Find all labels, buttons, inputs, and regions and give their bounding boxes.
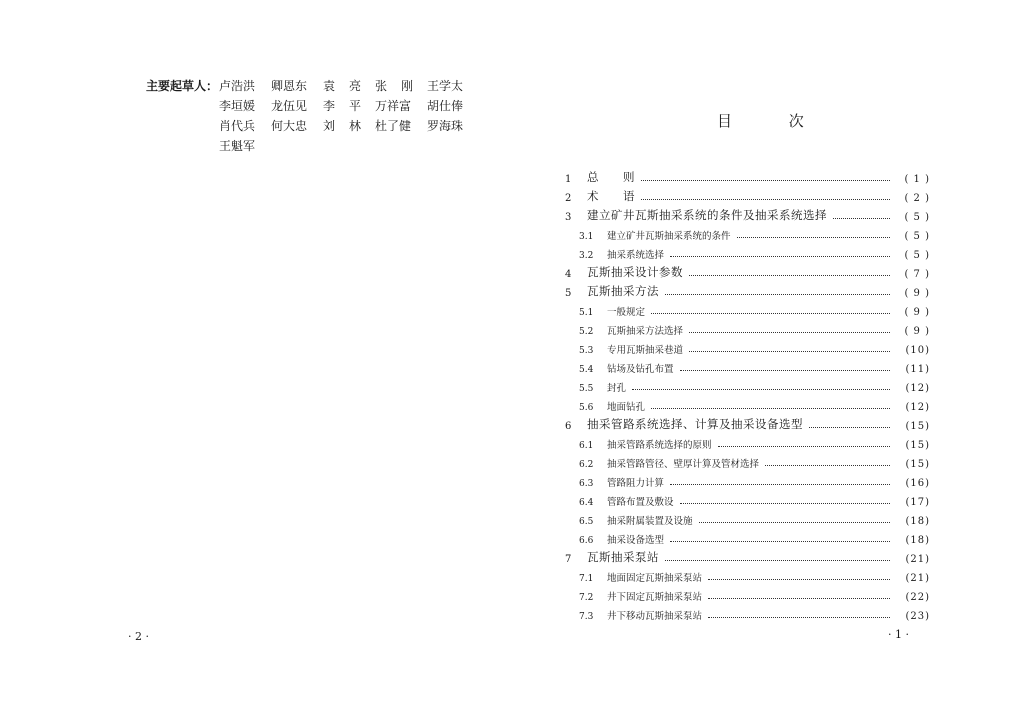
toc-entry-number: 6.4	[579, 498, 594, 508]
toc-entry[interactable]	[565, 413, 930, 432]
toc-leader-dots	[689, 331, 890, 333]
toc-entry-title: 总 则	[587, 170, 635, 184]
toc-leader-dots	[708, 578, 890, 580]
toc-leader-dots	[689, 350, 890, 352]
toc-entry-number: 2	[565, 193, 572, 204]
toc-leader-dots	[641, 198, 890, 200]
toc-leader-dots	[632, 388, 890, 390]
toc-entry[interactable]	[565, 451, 930, 470]
toc-entry-page: (15)	[905, 459, 930, 470]
toc-entry[interactable]	[565, 261, 930, 280]
toc-entry-title: 井下移动瓦斯抽采泵站	[607, 611, 703, 622]
toc-entry-page: ( 5 )	[904, 250, 930, 261]
toc-entry-title: 术 语	[587, 189, 635, 203]
toc-entry[interactable]	[565, 527, 930, 546]
toc-leader-dots	[699, 521, 890, 523]
toc-entry-page: (15)	[905, 421, 930, 432]
drafter-name: 亮	[349, 79, 362, 93]
toc-entry[interactable]	[565, 470, 930, 489]
toc-entry[interactable]	[565, 584, 930, 603]
drafter-name: 王魁军	[219, 139, 256, 153]
drafter-name: 张	[375, 79, 388, 93]
toc-entry-page: (10)	[905, 345, 930, 356]
toc-leader-dots	[708, 597, 890, 599]
drafters-grid	[219, 76, 479, 156]
toc-entry-page: ( 9 )	[904, 307, 930, 318]
toc-leader-dots	[718, 445, 890, 447]
toc-entry-title: 建立矿井瓦斯抽采系统的条件	[607, 231, 731, 242]
toc-entry[interactable]	[565, 565, 930, 584]
toc-entry-page: (12)	[905, 402, 930, 413]
toc-leader-dots	[765, 464, 890, 466]
drafters-row	[219, 136, 479, 156]
toc-entry-page: (15)	[905, 440, 930, 451]
toc-entry-title: 钻场及钻孔布置	[607, 364, 674, 375]
toc-entry-title: 抽采附属装置及设施	[607, 516, 693, 527]
toc-entry[interactable]	[565, 508, 930, 527]
toc-entry-title: 建立矿井瓦斯抽采系统的条件及抽采系统选择	[587, 208, 827, 222]
toc-leader-dots	[651, 407, 890, 409]
drafter-name: 刚	[401, 79, 414, 93]
drafter-name: 何大忠	[271, 119, 308, 133]
drafter-name: 李垣媛	[219, 99, 256, 113]
toc-entry-number: 6.3	[579, 479, 594, 489]
toc-entry-number: 3.1	[579, 232, 594, 242]
toc-entry[interactable]	[565, 299, 930, 318]
toc-leader-dots	[708, 616, 890, 618]
drafter-name: 王学太	[427, 79, 464, 93]
toc-leader-dots	[833, 217, 890, 219]
toc-entry-page: ( 5 )	[904, 212, 930, 223]
toc-leader-dots	[651, 312, 890, 314]
drafters-label: 主要起草人：	[146, 79, 219, 93]
drafter-name: 卿恩东	[271, 79, 308, 93]
drafter-name: 袁	[323, 79, 336, 93]
toc-entry-number: 6.5	[579, 517, 594, 527]
toc-entry-title: 抽采管路管径、壁厚计算及管材选择	[607, 459, 760, 470]
drafter-name: 李	[323, 99, 336, 113]
toc-entry-number: 5.1	[579, 308, 594, 318]
drafter-name: 罗海珠	[427, 119, 464, 133]
drafter-name: 肖代兵	[219, 119, 256, 133]
drafter-name: 卢浩洪	[219, 79, 256, 93]
page-number-left: · 2 ·	[128, 630, 149, 643]
toc-entry-number: 5.6	[579, 403, 594, 413]
toc-entry-page: (21)	[905, 573, 930, 584]
toc-entry-title: 瓦斯抽采泵站	[587, 550, 659, 564]
drafter-name: 胡仕俸	[427, 99, 464, 113]
toc-entry-title: 地面固定瓦斯抽采泵站	[607, 573, 703, 584]
toc-entry-number: 5.5	[579, 384, 594, 394]
toc-entry-number: 7.2	[579, 593, 594, 603]
toc-entry-title: 抽采管路系统选择、计算及抽采设备选型	[587, 417, 803, 431]
toc-entry-number: 6.2	[579, 460, 594, 470]
toc-entry-title: 抽采设备选型	[607, 535, 665, 546]
toc-entry-title: 井下固定瓦斯抽采泵站	[607, 592, 703, 603]
toc-entry-page: (18)	[905, 535, 930, 546]
toc-leader-dots	[689, 274, 890, 276]
toc-entry-number: 5	[565, 288, 572, 299]
toc-entry[interactable]	[565, 204, 930, 223]
toc-entry-title: 抽采管路系统选择的原则	[607, 440, 712, 451]
drafters-row	[219, 76, 479, 96]
toc-entry[interactable]	[565, 603, 930, 622]
toc-entry[interactable]	[565, 242, 930, 261]
toc-entry-page: ( 2 )	[904, 193, 930, 204]
drafters-row	[219, 116, 479, 136]
toc-entry-page: (18)	[905, 516, 930, 527]
drafters-row	[219, 96, 479, 116]
toc-entry-title: 瓦斯抽采方法选择	[607, 326, 684, 337]
toc-entry-title: 瓦斯抽采方法	[587, 284, 659, 298]
toc-leader-dots	[680, 502, 890, 504]
toc-entry[interactable]	[565, 394, 930, 413]
toc-entry-title: 瓦斯抽采设计参数	[587, 265, 683, 279]
toc-leader-dots	[641, 179, 890, 181]
toc-entry[interactable]	[565, 489, 930, 508]
toc-entry-number: 7.1	[579, 574, 594, 584]
toc-leader-dots	[737, 236, 890, 238]
toc-leader-dots	[665, 559, 890, 561]
toc-entry-number: 7	[565, 554, 572, 565]
toc-entry-number: 6	[565, 421, 572, 432]
toc-entry-page: (21)	[905, 554, 930, 565]
toc-entry-page: (17)	[905, 497, 930, 508]
toc-entry-page: ( 9 )	[904, 326, 930, 337]
toc-entry-page: (23)	[905, 611, 930, 622]
toc-entry-number: 4	[565, 269, 572, 280]
toc-entry[interactable]	[565, 375, 930, 394]
toc-entry-number: 1	[565, 174, 572, 185]
toc-entry-number: 3	[565, 212, 572, 223]
toc-entry-title: 地面钻孔	[607, 402, 646, 413]
toc-entry-page: (11)	[905, 364, 930, 375]
toc-leader-dots	[665, 293, 890, 295]
toc-entry-title: 一般规定	[607, 307, 646, 318]
drafter-name: 万祥富	[375, 99, 412, 113]
toc-leader-dots	[670, 255, 890, 257]
toc-entry-title: 专用瓦斯抽采巷道	[607, 345, 684, 356]
toc-leader-dots	[670, 540, 890, 542]
toc-entry-page: (22)	[905, 592, 930, 603]
page-number-right: · 1 ·	[888, 628, 909, 641]
drafter-name: 刘	[323, 119, 336, 133]
toc-entry[interactable]	[565, 432, 930, 451]
toc-entry-number: 7.3	[579, 612, 594, 622]
toc-entry-page: (16)	[905, 478, 930, 489]
toc-entry-page: (12)	[905, 383, 930, 394]
toc-entry-title: 管路阻力计算	[607, 478, 665, 489]
toc-entry[interactable]	[565, 223, 930, 242]
toc-leader-dots	[670, 483, 890, 485]
toc-entry-number: 5.4	[579, 365, 594, 375]
toc-title: 目 次	[717, 112, 830, 130]
toc-entry-title: 封孔	[607, 383, 627, 394]
drafter-name: 龙伍见	[271, 99, 308, 113]
toc-leader-dots	[680, 369, 890, 371]
toc-entry[interactable]	[565, 546, 930, 565]
toc-entry-number: 3.2	[579, 251, 594, 261]
toc-leader-dots	[809, 426, 890, 428]
toc-entry-title: 管路布置及敷设	[607, 497, 674, 508]
toc-entry[interactable]	[565, 318, 930, 337]
drafter-name: 平	[349, 99, 362, 113]
toc-entry[interactable]	[565, 280, 930, 299]
toc-entry[interactable]	[565, 356, 930, 375]
toc-entry-number: 5.3	[579, 346, 594, 356]
toc-entry-page: ( 5 )	[904, 231, 930, 242]
toc-entry-number: 6.1	[579, 441, 594, 451]
toc-entry-page: ( 9 )	[904, 288, 930, 299]
toc-entry-page: ( 7 )	[904, 269, 930, 280]
toc-entry[interactable]	[565, 166, 930, 185]
toc-entry-number: 6.6	[579, 536, 594, 546]
drafter-name: 杜了健	[375, 119, 412, 133]
toc-entry[interactable]	[565, 185, 930, 204]
toc-entry-page: ( 1 )	[904, 174, 930, 185]
toc-entry-number: 5.2	[579, 327, 594, 337]
toc-entry-title: 抽采系统选择	[607, 250, 665, 261]
toc-entry[interactable]	[565, 337, 930, 356]
table-of-contents	[565, 166, 930, 622]
drafter-name: 林	[349, 119, 362, 133]
